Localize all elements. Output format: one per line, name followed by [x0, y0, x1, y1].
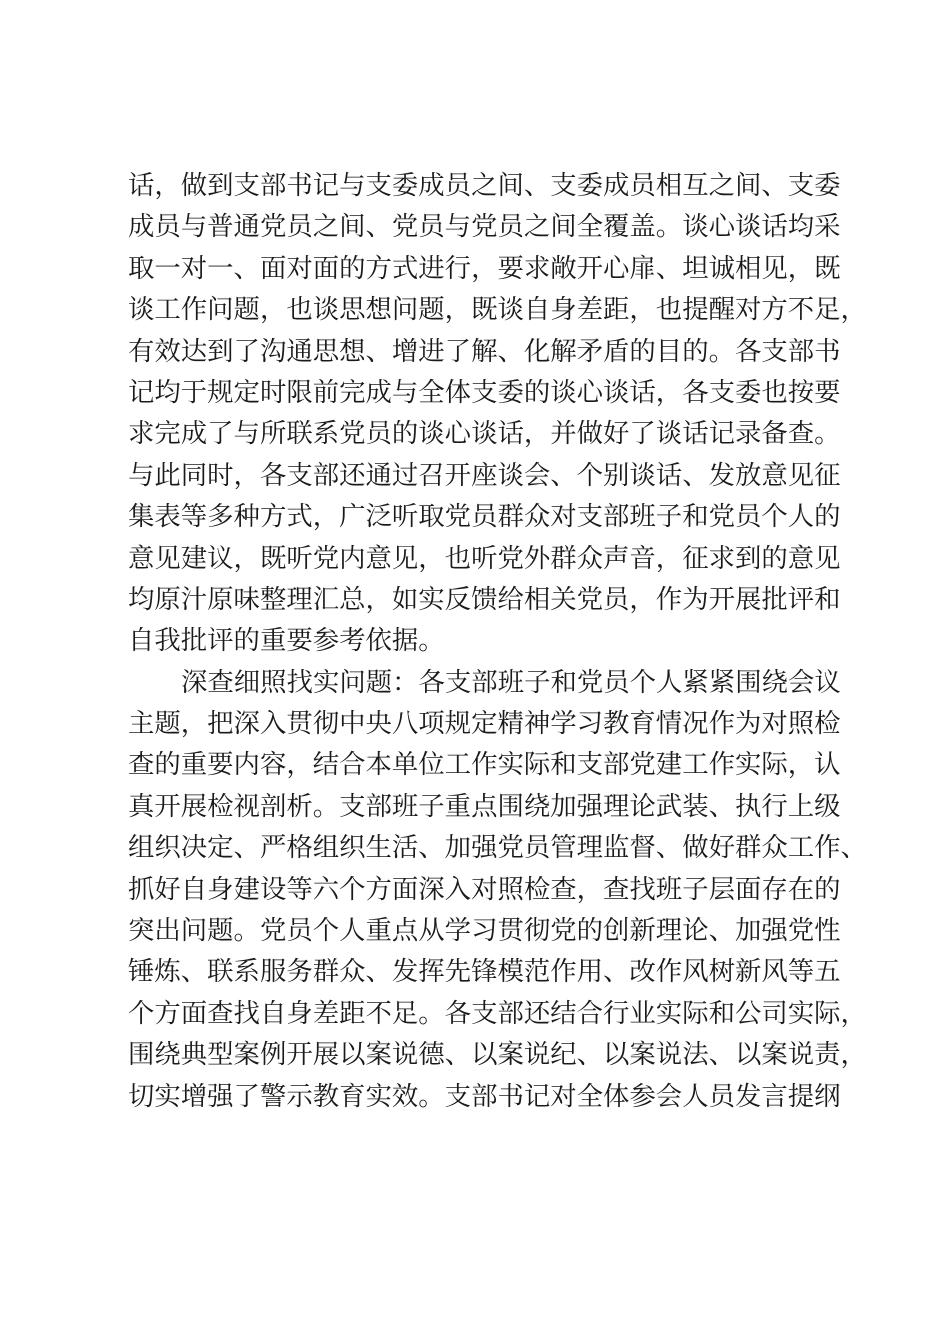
text-line: 均原汁原味整理汇总，如实反馈给相关党员，作为开展批评和 — [128, 583, 841, 615]
paragraph-1 — [128, 165, 867, 662]
text-line: 查的重要内容，结合本单位工作实际和支部党建工作实际，认 — [128, 749, 841, 781]
text-line: 集表等多种方式，广泛听取党员群众对支部班子和党员个人的 — [128, 501, 841, 533]
text-line: 真开展检视剖析。支部班子重点围绕加强理论武装、执行上级 — [128, 790, 841, 822]
text-line: 有效达到了沟通思想、增进了解、化解矛盾的目的。各支部书 — [128, 335, 841, 367]
text-line: 自我批评的重要参考依据。 — [128, 625, 445, 657]
text-line: 话，做到支部书记与支委成员之间、支委成员相互之间、支委 — [128, 170, 841, 201]
text-line: 谈工作问题，也谈思想问题，既谈自身差距，也提醒对方不足， — [128, 294, 867, 326]
text-line: 意见建议，既听党内意见，也听党外群众声音，征求到的意见 — [128, 542, 841, 574]
paragraph-2 — [128, 662, 867, 1117]
text-line: 突出问题。党员个人重点从学习贯彻党的创新理论、加强党性 — [128, 915, 841, 947]
text-line: 取一对一、面对面的方式进行，要求敞开心扉、坦诚相见，既 — [128, 252, 841, 284]
text-line: 深查细照找实问题：各支部班子和党员个人紧紧围绕会议 — [181, 666, 841, 698]
text-line: 锤炼、联系服务群众、发挥先锋模范作用、改作风树新风等五 — [128, 956, 841, 988]
text-line: 围绕典型案例开展以案说德、以案说纪、以案说法、以案说责， — [128, 1039, 867, 1071]
text-line: 成员与普通党员之间、党员与党员之间全覆盖。谈心谈话均采 — [128, 211, 841, 243]
text-line: 与此同时，各支部还通过召开座谈会、个别谈话、发放意见征 — [128, 459, 841, 491]
text-line: 求完成了与所联系党员的谈心谈话，并做好了谈话记录备查。 — [128, 418, 841, 450]
text-line: 切实增强了警示教育实效。支部书记对全体参会人员发言提纲 — [128, 1080, 841, 1112]
text-line: 记均于规定时限前完成与全体支委的谈心谈话，各支委也按要 — [128, 376, 841, 408]
body-text — [128, 165, 867, 1117]
text-line: 主题，把深入贯彻中央八项规定精神学习教育情况作为对照检 — [128, 708, 841, 740]
text-line: 组织决定、严格组织生活、加强党员管理监督、做好群众工作、 — [128, 832, 867, 864]
text-line: 抓好自身建设等六个方面深入对照检查，查找班子层面存在的 — [128, 873, 841, 905]
text-line: 个方面查找自身差距不足。各支部还结合行业实际和公司实际， — [128, 997, 867, 1029]
